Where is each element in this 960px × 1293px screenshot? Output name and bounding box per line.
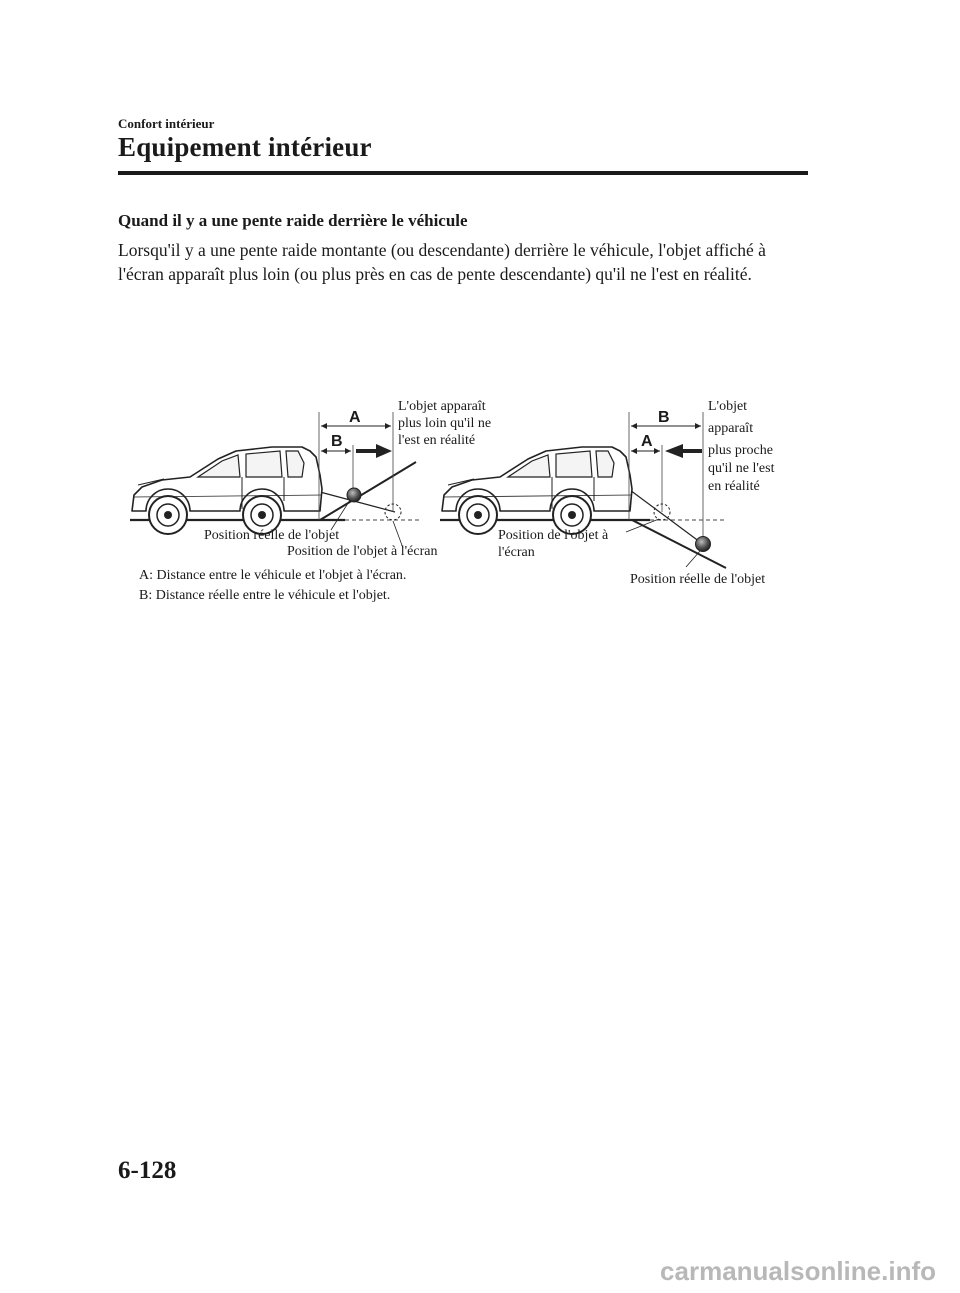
page-number: 6-128 [118, 1157, 177, 1184]
right-caption-line-4: qu'il ne l'est [708, 461, 775, 476]
left-leader-actual [331, 500, 350, 530]
left-slope-line [320, 462, 416, 520]
right-slope-line [632, 520, 726, 568]
right-caption-line-1: L'objet [708, 399, 748, 414]
right-label-screen-line-1: Position de l'objet à [498, 528, 609, 543]
subheading: Quand il y a une pente raide derrière le véhicule [118, 211, 468, 230]
legend-b: B: Distance réelle entre le véhicule et l'objet. [139, 588, 391, 603]
right-actual-object [696, 537, 711, 552]
left-label-screen-position: Position de l'objet à l'écran [287, 544, 438, 559]
right-label-screen-line-2: l'écran [498, 545, 535, 560]
legend-a: A: Distance entre le véhicule et l'objet à l'écran. [139, 568, 407, 583]
right-caption-line-3: plus proche [708, 443, 773, 458]
right-leader-actual [686, 551, 700, 567]
left-actual-object [347, 488, 361, 502]
right-letter-a: A [641, 433, 653, 450]
left-letter-b: B [331, 433, 343, 450]
body-paragraph: Lorsqu'il y a une pente raide montante (ou descendante) derrière le véhicule, l'objet affiché à l'écran apparaît plus loin (ou plus près en cas de pente descendante) qu'il ne l'est en réalité. [118, 240, 766, 284]
left-caption-line-2: plus loin qu'il ne [398, 416, 492, 431]
left-label-actual-position: Position réelle de l'objet [204, 528, 340, 543]
left-diagram [130, 399, 491, 603]
section-label: Confort intérieur [118, 116, 215, 131]
left-caption-line-3: l'est en réalité [398, 433, 476, 448]
right-caption-line-5: en réalité [708, 479, 760, 494]
chapter-title: Equipement intérieur [118, 132, 372, 162]
left-caption-line-1: L'objet apparaît [398, 399, 486, 414]
watermark: carmanualsonline.info [660, 1256, 936, 1286]
right-letter-b: B [658, 409, 670, 426]
right-caption-line-2: apparaît [708, 421, 754, 436]
left-letter-a: A [349, 409, 361, 426]
right-label-actual-position: Position réelle de l'objet [630, 572, 766, 587]
